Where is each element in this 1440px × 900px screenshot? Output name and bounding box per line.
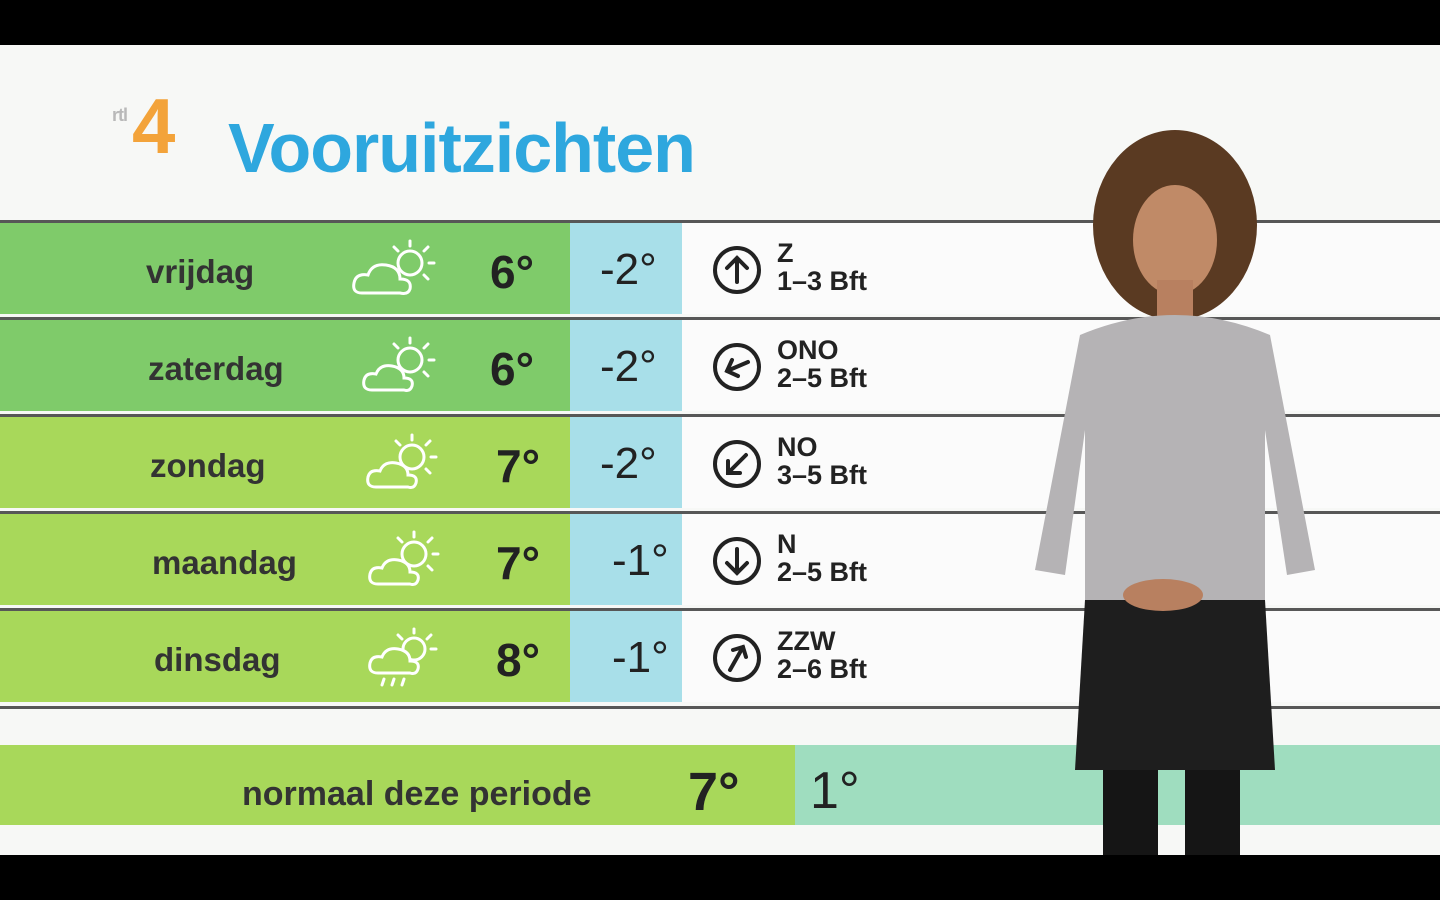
max-temp: 6°	[490, 246, 534, 298]
wind-force: 1–3 Bft	[777, 266, 868, 296]
arrow-down-left-icon	[712, 439, 762, 489]
wind-direction: ZZW	[777, 626, 836, 656]
normal-max-temp: 7°	[688, 762, 740, 822]
wind-direction: NO	[777, 432, 818, 462]
day-label: zaterdag	[148, 350, 284, 387]
min-cell	[570, 514, 682, 605]
arrow-up-right-icon	[712, 633, 762, 683]
partly-cloudy-icon	[350, 526, 442, 596]
min-temp: -2°	[600, 439, 657, 488]
min-cell	[570, 223, 682, 314]
presenter-figure	[1025, 130, 1325, 855]
day-label: vrijdag	[146, 253, 255, 290]
min-temp: -2°	[600, 245, 657, 294]
wind-force: 2–6 Bft	[777, 654, 868, 684]
min-temp: -1°	[612, 536, 669, 585]
wind-direction: Z	[777, 238, 794, 268]
day-label: dinsdag	[154, 641, 281, 678]
rtl4-logo	[112, 82, 186, 170]
day-cell	[0, 320, 570, 411]
normal-label: normaal deze periode	[242, 775, 592, 813]
partly-cloudy-icon	[350, 235, 442, 305]
wind-direction: N	[777, 529, 797, 559]
max-temp: 7°	[496, 440, 540, 492]
day-cell	[0, 223, 570, 314]
page-title: Vooruitzichten	[228, 109, 695, 187]
day-label: maandag	[152, 544, 297, 581]
weather-screen	[0, 45, 1440, 855]
arrow-down-left-icon	[712, 342, 762, 392]
day-label: zondag	[150, 447, 266, 484]
wind-force: 2–5 Bft	[777, 363, 868, 393]
max-temp: 7°	[496, 537, 540, 589]
day-cell	[0, 514, 570, 605]
logo-rtl-text: rtl	[112, 105, 127, 125]
wind-force: 2–5 Bft	[777, 557, 868, 587]
arrow-down-icon	[712, 536, 762, 586]
wind-direction: ONO	[777, 335, 839, 365]
min-cell	[570, 611, 682, 702]
max-temp: 8°	[496, 634, 540, 686]
min-temp: -1°	[612, 633, 669, 682]
arrow-up-icon	[712, 245, 762, 295]
min-cell	[570, 417, 682, 508]
partly-cloudy-icon	[350, 429, 442, 499]
wind-force: 3–5 Bft	[777, 460, 868, 490]
min-temp: -2°	[600, 342, 657, 391]
day-cell	[0, 611, 570, 702]
day-cell	[0, 417, 570, 508]
partly-cloudy-icon	[350, 332, 442, 402]
normal-min-temp: 1°	[810, 762, 860, 820]
max-temp: 6°	[490, 343, 534, 395]
logo-4-text: 4	[132, 82, 176, 170]
min-cell	[570, 320, 682, 411]
cloud-showers-icon	[350, 623, 442, 693]
